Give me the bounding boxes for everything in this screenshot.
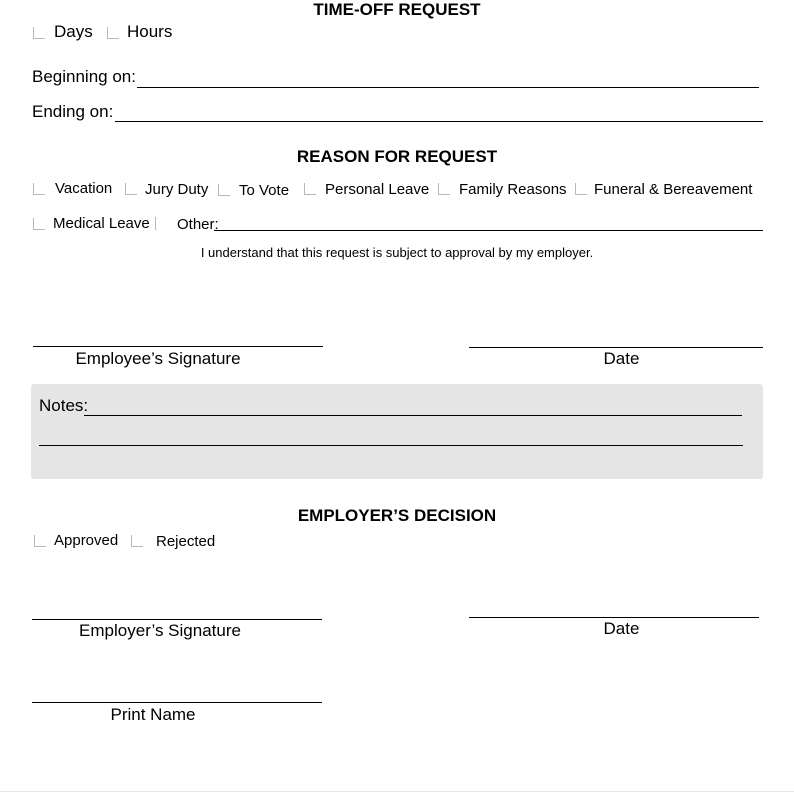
days-checkbox[interactable] — [33, 27, 45, 39]
hours-label: Hours — [127, 22, 173, 41]
other-reason-field[interactable] — [214, 230, 763, 231]
acknowledgement-text: I understand that this request is subject to approval by my employer. — [200, 245, 594, 260]
medical-leave-checkbox[interactable] — [33, 218, 45, 230]
to-vote-label: To Vote — [239, 182, 290, 199]
funeral-bereavement-label: Funeral & Bereavement — [594, 181, 753, 198]
other-label: Other: — [177, 216, 219, 233]
employee-signature-field[interactable] — [33, 346, 323, 347]
employer-date-field[interactable] — [469, 617, 759, 618]
page-bottom-rule — [0, 791, 794, 792]
employer-signature-label: Employer’s Signature — [79, 621, 241, 640]
ending-date-field[interactable] — [115, 121, 763, 122]
personal-leave-checkbox[interactable] — [304, 183, 316, 195]
print-name-field[interactable] — [32, 702, 322, 703]
notes-line-1[interactable] — [84, 415, 742, 416]
beginning-label: Beginning on: — [32, 67, 136, 86]
notes-box — [31, 384, 763, 479]
beginning-date-field[interactable] — [137, 87, 759, 88]
hours-checkbox[interactable] — [107, 27, 119, 39]
employer-signature-field[interactable] — [32, 619, 322, 620]
divider — [155, 217, 156, 230]
vacation-checkbox[interactable] — [33, 183, 45, 195]
medical-leave-label: Medical Leave — [53, 215, 150, 232]
reason-heading: REASON FOR REQUEST — [296, 147, 498, 166]
employer-date-label: Date — [603, 619, 640, 638]
ending-label: Ending on: — [32, 102, 114, 121]
approved-label: Approved — [54, 532, 119, 549]
rejected-label: Rejected — [156, 533, 216, 550]
family-reasons-label: Family Reasons — [459, 181, 567, 198]
personal-leave-label: Personal Leave — [325, 181, 430, 198]
employee-date-label: Date — [603, 349, 640, 368]
employee-signature-label: Employee’s Signature — [75, 349, 241, 368]
funeral-bereavement-checkbox[interactable] — [575, 183, 587, 195]
approved-checkbox[interactable] — [34, 535, 46, 547]
notes-line-2[interactable] — [39, 445, 743, 446]
days-label: Days — [54, 22, 93, 41]
print-name-label: Print Name — [110, 705, 196, 724]
jury-duty-label: Jury Duty — [145, 181, 209, 198]
employee-date-field[interactable] — [469, 347, 763, 348]
notes-label: Notes: — [39, 396, 89, 415]
rejected-checkbox[interactable] — [131, 535, 143, 547]
family-reasons-checkbox[interactable] — [438, 183, 450, 195]
to-vote-checkbox[interactable] — [218, 184, 230, 196]
page-title: TIME-OFF REQUEST — [313, 0, 481, 19]
jury-duty-checkbox[interactable] — [125, 183, 137, 195]
decision-heading: EMPLOYER’S DECISION — [297, 506, 497, 525]
vacation-label: Vacation — [55, 180, 113, 197]
